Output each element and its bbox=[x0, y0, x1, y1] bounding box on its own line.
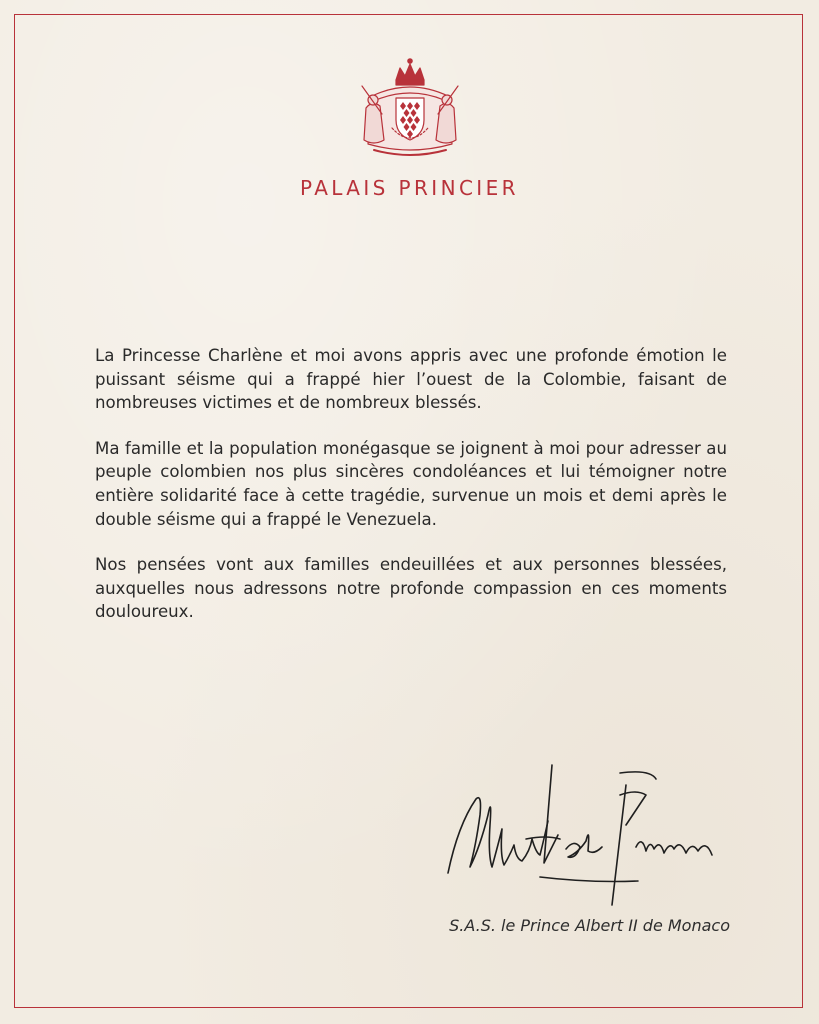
letterhead-title: PALAIS PRINCIER bbox=[300, 176, 519, 200]
letter-body bbox=[95, 344, 727, 646]
signer-caption: S.A.S. le Prince Albert II de Monaco bbox=[449, 916, 730, 935]
letter-paragraph: Nos pensées vont aux familles endeuillées et aux personnes blessées, auxquelles nous adressons notre profonde compassion en ces moments douloureux. bbox=[95, 555, 727, 622]
letter-paragraph: La Princesse Charlène et moi avons appris avec une profonde émotion le puissant séisme qui a frappé hier l’ouest de la Colombie, faisant de nombreuses victimes et de nombreux blessés. bbox=[95, 346, 727, 413]
monaco-coat-of-arms-icon bbox=[352, 56, 468, 160]
letter-paragraph: Ma famille et la population monégasque se joignent à moi pour adresser au peuple colombien nos plus sincères condoléances et lui témoigner notre entière solidarité face à cette tragédie, survenue un mois et demi après le double séisme qui a frappé le Venezuela. bbox=[95, 438, 727, 529]
handwritten-signature bbox=[440, 755, 730, 915]
